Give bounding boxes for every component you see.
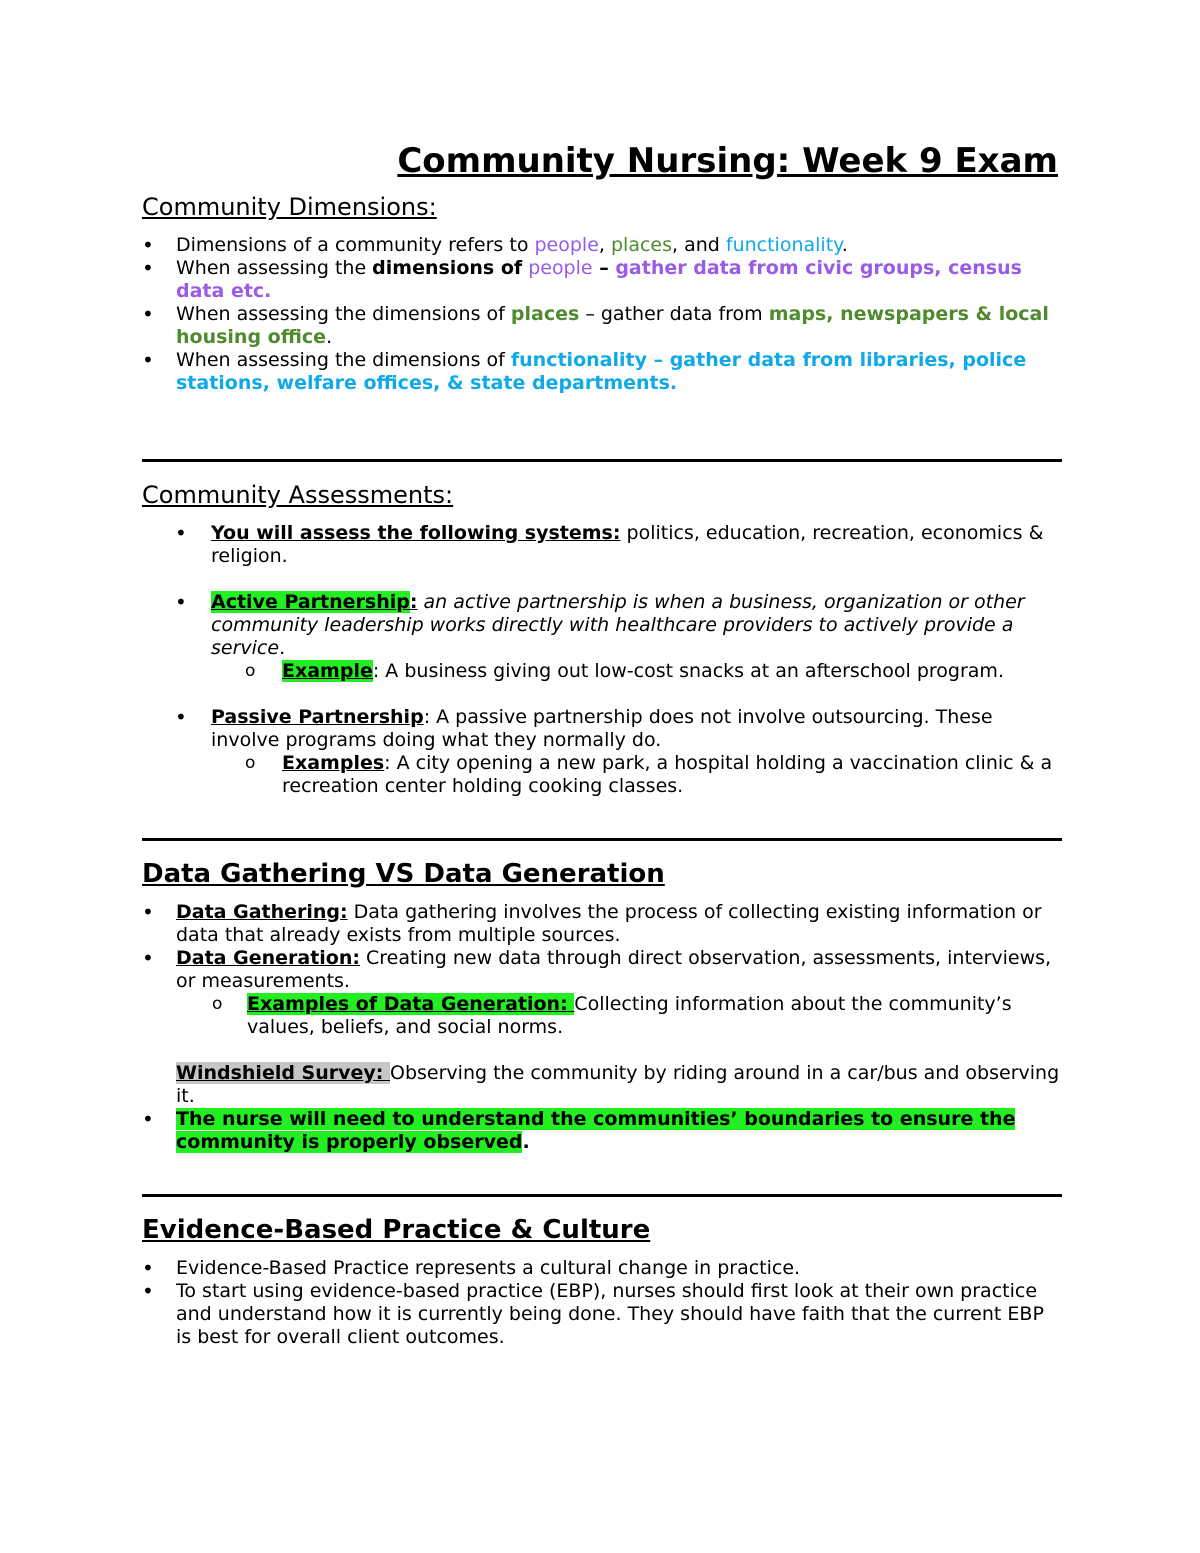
sub-list-item xyxy=(142,752,1062,798)
label: Data Generation: xyxy=(176,947,360,969)
text: : A city opening a new park, a hospital holding a vaccination clinic & a recreation center holding cooking classes. xyxy=(282,752,1053,797)
section-heading-data-gathering: Data Gathering VS Data Generation xyxy=(142,859,665,889)
list-item xyxy=(142,349,1062,395)
list-item xyxy=(142,706,1062,752)
dimensions-list xyxy=(142,234,1062,395)
text: politics, education, recreation, economics & religion. xyxy=(211,522,1044,567)
term-places: places xyxy=(610,234,673,256)
text: The nurse will need to understand the communities’ boundaries to ensure the community is properly observed xyxy=(176,1108,1016,1153)
list-item xyxy=(142,901,1062,947)
windshield-survey-paragraph xyxy=(142,1062,1062,1108)
label: Passive Partnership xyxy=(211,706,424,728)
text: gather data from libraries, police stations, welfare offices, & state departments. xyxy=(176,349,1027,394)
section-heading-dimensions: Community Dimensions: xyxy=(142,193,437,221)
text: : A business giving out low-cost snacks at an afterschool program. xyxy=(372,660,1004,682)
text: dimensions of xyxy=(372,257,523,279)
ebp-list xyxy=(142,1257,1062,1349)
sub-list-item xyxy=(142,660,1062,683)
page-title: Community Nursing: Week 9 Exam xyxy=(397,141,1058,181)
list-item xyxy=(142,1108,1062,1154)
data-gathering-list-2 xyxy=(142,1108,1062,1154)
label: Example xyxy=(282,660,373,682)
list-item xyxy=(142,257,1062,303)
text: – xyxy=(646,349,670,371)
data-gathering-list xyxy=(142,901,1062,1062)
text: maps, newspapers & local housing office xyxy=(176,303,1049,348)
list-item: • To start using evidence-based practice (EBP), nurses should first look at their own practice and understand how it is currently being done. They should have faith that the current EBP is best for overall client outcomes. xyxy=(142,1280,1062,1349)
list-item xyxy=(142,234,1062,257)
document-body xyxy=(142,138,1062,1349)
text: . xyxy=(522,1131,530,1153)
text: an active partnership is when a business, organization or other community leadership works directly with healthcare providers to actively provide a service xyxy=(211,591,1025,659)
text: – gather data from xyxy=(579,303,769,325)
text: . xyxy=(279,637,286,659)
text: gather data from civic groups, census data etc. xyxy=(176,257,1022,302)
label: Active Partnership xyxy=(211,591,410,613)
text: When assessing the xyxy=(176,257,373,279)
text: , and xyxy=(672,234,726,256)
list-item xyxy=(142,303,1062,349)
text: : A passive partnership does not involve outsourcing. These involve programs doing what they normally do. xyxy=(211,706,993,751)
term-functionality: functionality xyxy=(510,349,647,371)
text: Data gathering involves the process of collecting existing information or data that already exists from multiple sources. xyxy=(176,901,1042,946)
text: , xyxy=(598,234,611,256)
spacer xyxy=(142,1039,1062,1062)
section-heading-ebp: Evidence-Based Practice & Culture xyxy=(142,1215,651,1245)
text: When assessing the dimensions of xyxy=(176,303,511,325)
text: Collecting information about the community’s values, beliefs, and social norms. xyxy=(247,993,1012,1038)
text: When assessing the dimensions of xyxy=(176,349,511,371)
text: – xyxy=(592,257,616,279)
list-item xyxy=(142,947,1062,993)
text: . xyxy=(841,234,848,256)
term-places: places xyxy=(510,303,580,325)
text: . xyxy=(326,326,333,348)
list-item xyxy=(142,591,1062,660)
label: You will assess the following systems: xyxy=(211,522,621,544)
assessments-list xyxy=(142,522,1062,798)
term-people: people xyxy=(534,234,599,256)
list-item: • Evidence-Based Practice represents a cultural change in practice. xyxy=(142,1257,1062,1280)
list-item xyxy=(142,522,1062,568)
text: Observing the community by riding around in a car/bus and observing it. xyxy=(176,1062,1060,1107)
text: Dimensions of a community refers to xyxy=(176,234,535,256)
label: Windshield Survey: xyxy=(176,1062,391,1084)
spacer xyxy=(142,683,1062,706)
label: Examples xyxy=(282,752,385,774)
text: : xyxy=(409,591,418,613)
section-heading-assessments: Community Assessments: xyxy=(142,481,454,509)
text: Creating new data through direct observation, assessments, interviews, or measurements. xyxy=(176,947,1052,992)
label: Data Gathering: xyxy=(176,901,348,923)
term-functionality: functionality xyxy=(725,234,842,256)
sub-list-item xyxy=(142,993,1062,1039)
spacer xyxy=(142,568,1062,591)
label: Examples of Data Generation: xyxy=(247,993,575,1015)
term-people: people xyxy=(528,257,593,279)
